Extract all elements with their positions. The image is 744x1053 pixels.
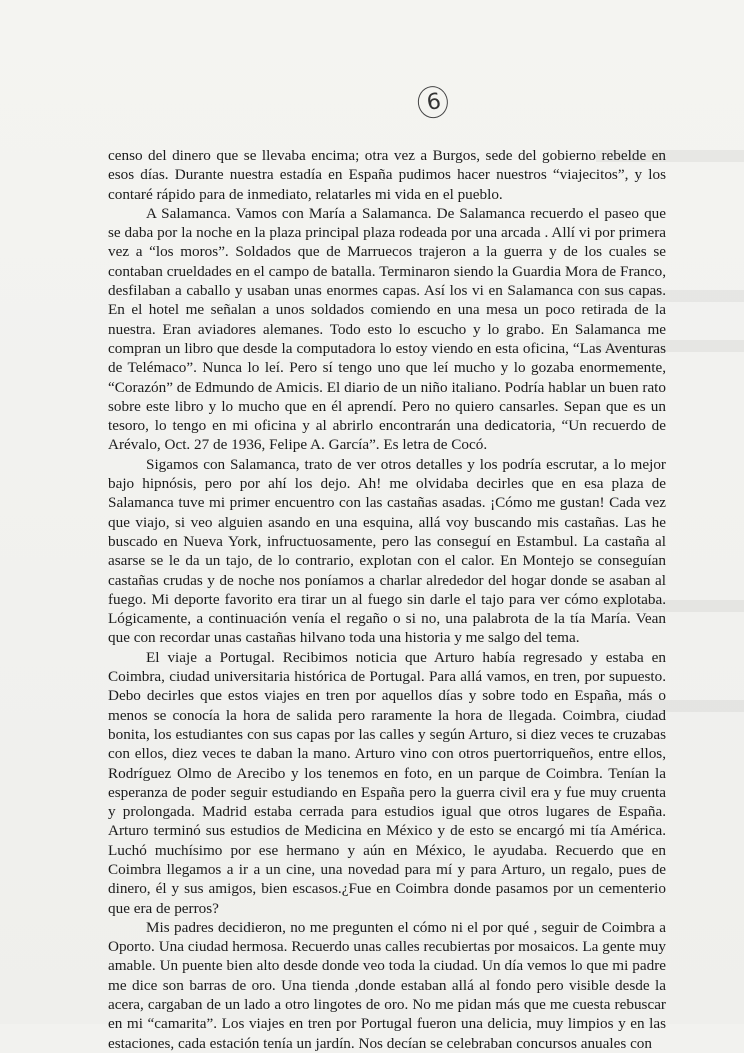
paragraph-5: Mis padres decidieron, no me pregunten el cómo ni el por qué , seguir de Coimbra a Oporto. Una ciudad hermosa. Recuerdo unas calles recubiertas por mosaicos. La gente muy amable. Un puente bien alto desde donde veo toda la ciudad. Un día vemos lo que mi padre me dice son barras de oro. Una tienda ,donde estaban allá al fondo pero visible desde la acera, cargaban de un lado a otro lingotes de oro. No me pidan más que me cuesta rebuscar en mi “camarita”. Los viajes en tren por Portugal fueron una delicia, muy limpios y en las estaciones, cada estación tenía un jardín. Nos decían se celebraban concursos anuales con <box>108 918 666 1052</box>
paragraph-2: A Salamanca. Vamos con María a Salamanca. De Salamanca recuerdo el paseo que se daba por la noche en la plaza principal plaza rodeada por una arcada . Allí vi por primera vez a “los moros”. Soldados que de Marruecos trajeron a la guerra y de los cuales se contaban crueldades en el campo de batalla. Terminaron siendo la Guardia Mora de Franco, desfilaban a caballo y usaban unas enormes capas. Así los vi en Salamanca con sus capas. En el hotel me señalan a unos soldados comiendo en una mesa un poco retirada de la nuestra. Eran aviadores alemanes. Todo esto lo escucho y lo grabo. En Salamanca me compran un libro que desde la computadora lo estoy viendo en esta oficina, “Las Aventuras de Telémaco”. Nunca lo leí. Pero sí tengo uno que leí mucho y lo gozaba enormemente, “Corazón” de Edmundo de Amicis. El diario de un niño italiano. Podría hablar un buen rato sobre este libro y lo mucho que en él aprendí. Pero no quiero cansarles. Sepan que es un tesoro, lo tengo en mi oficina y al abrirlo encontrarán una dedicatoria, “Un recuerdo de Arévalo, Oct. 27 de 1936, Felipe A. García”. Es letra de Cocó. <box>108 204 666 454</box>
paragraph-4: El viaje a Portugal. Recibimos noticia que Arturo había regresado y estaba en Coimbra, ciudad universitaria histórica de Portugal. Para allá vamos, en tren, por supuesto. Debo decirles que estos viajes en tren por aquellos días y sobre todo en España, más o menos se conocía la hora de salida pero raramente la hora de llegada. Coimbra, ciudad bonita, los estudiantes con sus capas por las calles y según Arturo, si diez veces te cruzabas con ellos, diez veces te daban la mano. Arturo vino con otros puertorriqueños, entre ellos, Rodríguez Olmo de Arecibo y los tenemos en foto, en un parque de Coimbra. Tenían la esperanza de poder seguir estudiando en España pero la guerra civil era y fue muy cruenta y prolongada. Madrid estaba cerrada para estudios igual que otros lugares de España. Arturo terminó sus estudios de Medicina en México y de esto se encargó mi tía América. Luchó muchísimo por ese hermano y aún en México, le ayudaba. Recuerdo que en Coimbra llegamos a ir a un cine, una novedad para mí y para Arturo, un regalo, pues de dinero, él y sus amigos, bien escasos.¿Fue en Coimbra donde pasamos por un cementerio que era de perros? <box>108 648 666 917</box>
body-text <box>108 146 666 1053</box>
paragraph-3: Sigamos con Salamanca, trato de ver otros detalles y los podría escrutar, a lo mejor bajo hipnósis, pero por ahí los dejo. Ah! me olvidaba decirles que en esa plaza de Salamanca tuve mi primer encuentro con las castañas asadas. ¡Cómo me gustan! Cada vez que viajo, si veo alguien asando en una esquina, allá voy buscando mis castañas. Las he buscado en Nueva York, infructuosamente, pero las conseguí en Estambul. La castaña al asarse se le da un tajo, de lo contrario, explotan con el calor. En Montejo se conseguían castañas crudas y de noche nos poníamos a charlar alrededor del hogar donde se asaban al fuego. Mi deporte favorito era tirar un al fuego sin darle el tajo para ver cómo explotaba. Lógicamente, a continuación venía el regaño o si no, una palabrota de la tía María. Vean que con recordar unas castañas hilvano toda una historia y me salgo del tema. <box>108 455 666 647</box>
page-number: 6 <box>416 84 452 122</box>
paragraph-1: censo del dinero que se llevaba encima; otra vez a Burgos, sede del gobierno rebelde en esos días. Durante nuestra estadía en España pudimos hacer nuestros “viajecitos”, y los contaré rápido para de inmediato, relatarles mi vida en el pueblo. <box>108 147 666 203</box>
